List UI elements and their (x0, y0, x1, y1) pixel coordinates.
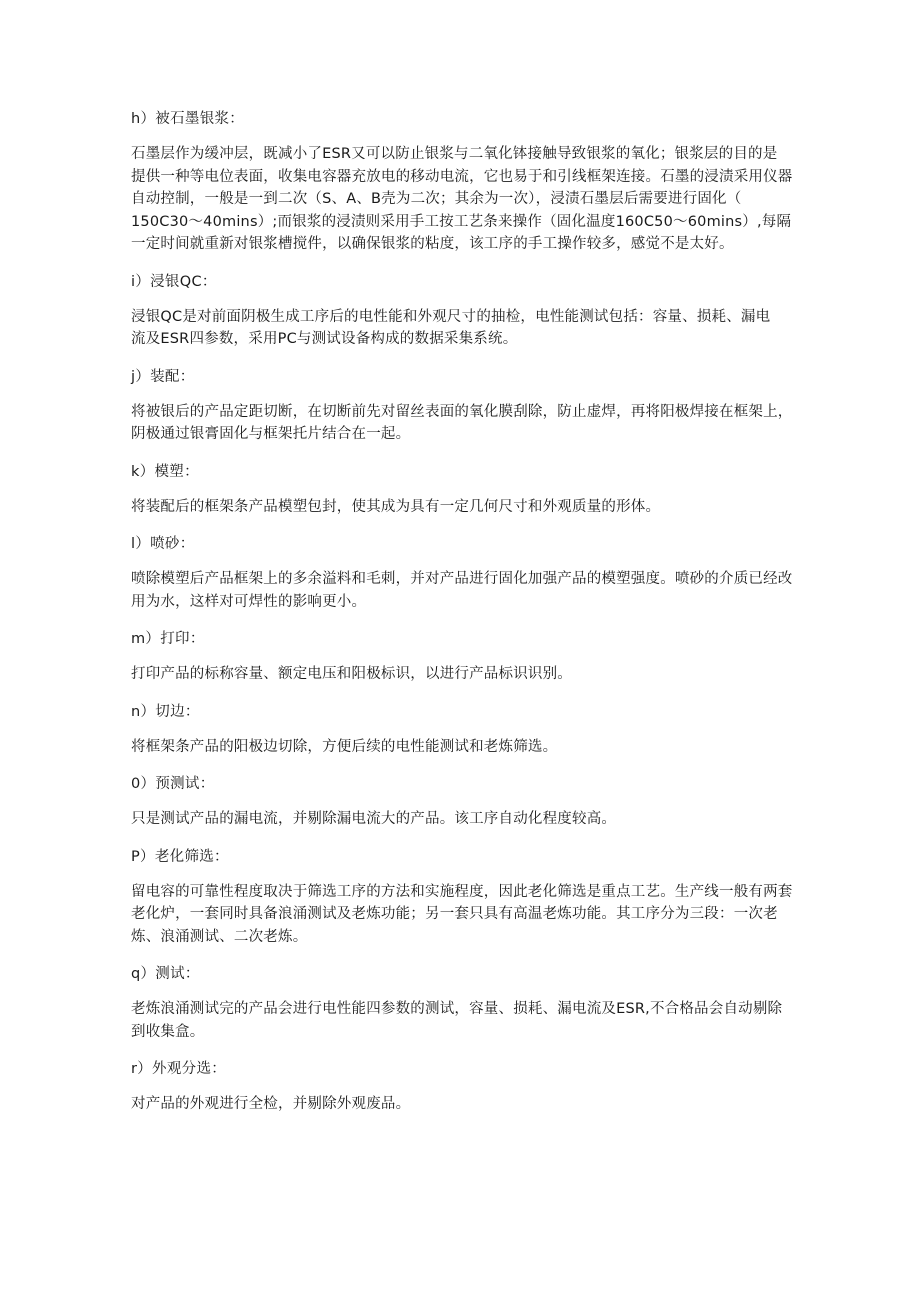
section-paragraph (131, 306, 795, 351)
section-o (131, 773, 795, 831)
section-heading: h）被石墨银浆： (131, 111, 245, 127)
section-paragraph (131, 736, 795, 759)
paragraph-line: 炼、浪涌测试、二次老炼。 (131, 928, 308, 945)
section-q (131, 963, 795, 1043)
section-paragraph (131, 496, 795, 519)
section-i (131, 271, 795, 351)
paragraph-line: 老炼浪涌测试完的产品会进行电性能四参数的测试，容量、损耗、漏电流及ESR,不合格品会自动剔除 (131, 1001, 783, 1017)
paragraph-line: 一定时间就重新对银浆槽搅件，以确保银浆的粘度，该工序的手工操作较多，感觉不是太好。 (131, 236, 734, 252)
paragraph-line: 打印产品的标称容量、额定电压和阳极标识，以进行产品标识识别。 (131, 666, 572, 682)
section-heading: i）浸银QC： (131, 273, 217, 290)
section-paragraph (131, 568, 795, 613)
paragraph-line: 将被银后的产品定距切断，在切断前先对留丝表面的氧化膜刮除，防止虚焊，再将阳极焊接在框架上， (131, 403, 793, 420)
paragraph-line: 将装配后的框架条产品模塑包封，使其成为具有一定几何尺寸和外观质量的形体。 (131, 498, 661, 515)
paragraph-line: 自动控制，一般是一到二次（S、A、B壳为二次；其余为一次），浸渍石墨层后需要进行固化（ (131, 191, 742, 207)
section-j (131, 366, 795, 446)
paragraph-line: 浸银QC是对前面阴极生成工序后的电性能和外观尺寸的抽检，电性能测试包括：容量、损耗、漏电 (131, 308, 771, 325)
paragraph-line: 150C30～40mins）;而银浆的浸渍则采用手工按工艺条来操作（固化温度160C50～60mins）,每隔 (131, 213, 792, 230)
section-n (131, 701, 795, 759)
section-p (131, 846, 795, 949)
section-heading: q）测试： (131, 966, 200, 982)
section-paragraph (131, 663, 795, 686)
paragraph-line: 到收集盒。 (131, 1023, 205, 1040)
paragraph-line: 对产品的外观进行全检，并剔除外观废品。 (131, 1096, 411, 1112)
section-l (131, 533, 795, 613)
section-heading: 0）预测试： (131, 776, 215, 792)
section-k (131, 461, 795, 519)
section-heading: m）打印： (131, 631, 205, 647)
section-heading: P）老化筛选： (131, 848, 229, 865)
paragraph-line: 流及ESR四参数，采用PC与测试设备构成的数据采集系统。 (131, 331, 518, 347)
section-r (131, 1058, 795, 1116)
paragraph-line: 只是测试产品的漏电流，并剔除漏电流大的产品。该工序自动化程度较高。 (131, 811, 617, 827)
document-body (131, 108, 795, 1131)
section-paragraph (131, 808, 795, 831)
section-heading: l）喷砂： (131, 536, 195, 552)
paragraph-line: 石墨层作为缓冲层，既减小了ESR又可以防止银浆与二氧化钵接触导致银浆的氧化；银浆层的目的是 (131, 146, 778, 162)
section-paragraph (131, 881, 795, 949)
section-paragraph (131, 1093, 795, 1116)
section-paragraph (131, 401, 795, 446)
section-heading: j）装配： (131, 368, 195, 385)
section-heading: n）切边： (131, 703, 200, 720)
section-heading: k）模塑： (131, 463, 199, 480)
section-paragraph (131, 998, 795, 1043)
paragraph-line: 用为水，这样对可焊性的影响更小。 (131, 593, 367, 610)
section-h (131, 108, 795, 256)
section-paragraph (131, 143, 795, 256)
paragraph-line: 阴极通过银膏固化与框架托片结合在一起。 (131, 426, 411, 442)
paragraph-line: 将框架条产品的阳极边切除，方便后续的电性能测试和老炼筛选。 (131, 738, 558, 755)
paragraph-line: 提供一种等电位表面，收集电容器充放电的移动电流，它也易于和引线框架连接。石墨的浸渍采用仪器 (131, 168, 793, 185)
paragraph-line: 喷除模塑后产品框架上的多余溢料和毛刺，并对产品进行固化加强产品的模塑强度。喷砂的介质已经改 (131, 571, 793, 587)
paragraph-line: 留电容的可靠性程度取决于筛选工序的方法和实施程度，因此老化筛选是重点工艺。生产线一般有两套 (131, 883, 793, 900)
section-m (131, 628, 795, 686)
paragraph-line: 老化炉，一套同时具备浪涌测试及老炼功能；另一套只具有高温老炼功能。其工序分为三段：一次老 (131, 906, 778, 922)
section-heading: r）外观分选： (131, 1061, 227, 1077)
